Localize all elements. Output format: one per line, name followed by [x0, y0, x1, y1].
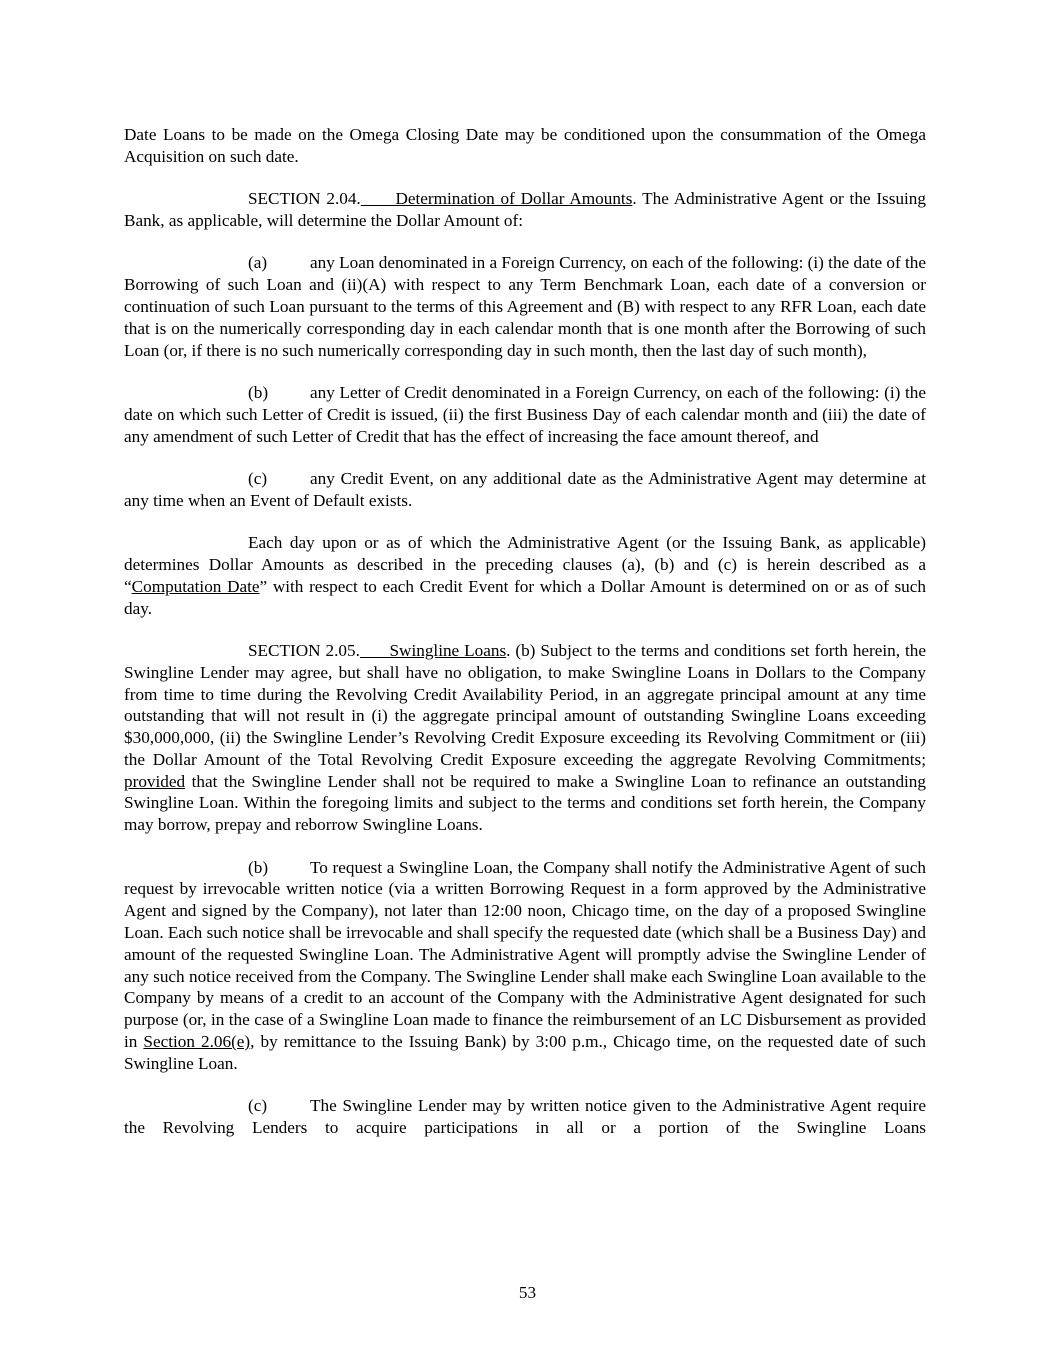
- section-2-06e-reference: Section 2.06(e): [143, 1032, 251, 1052]
- clause-label: (c): [248, 468, 268, 488]
- clause-text-2: , by remittance to the Issuing Bank) by 3:00 p.m., Chicago time, on the requested date of such Swingline Loan.: [124, 1032, 926, 1073]
- section-2-05-text-1: . (b) Subject to the terms and conditions set forth herein, the Swingline Lender may agree, but shall have no obligation, to make Swingline Loans in Dollars to the Company from time to time during the Revolving Credit Availability Period, in an aggregate principal amount at any time outstanding that will not result in (i) the aggregate principal amount of outstanding Swingline Loans exceeding $30,000,000, (ii) the Swingline Lender’s Revolving Credit Exposure exceeding its Revolving Commitment or (iii) the Dollar Amount of the Total Revolving Credit Exposure exceeding the aggregate Revolving Commitments;: [124, 640, 927, 769]
- page-number: 53: [518, 1283, 537, 1302]
- section-2-04-paragraph: [124, 188, 926, 232]
- computation-date-term: Computation Date: [131, 576, 260, 596]
- clause-label: (c): [248, 1096, 268, 1116]
- clause-text: any Credit Event, on any additional date as the Administrative Agent may determine at any time when an Event of Default exists.: [124, 468, 926, 510]
- section-2-05-title: Swingline Loans: [389, 640, 507, 660]
- section-2-05-gap: [360, 641, 390, 660]
- clause-2-04-c: [124, 468, 926, 512]
- clause-text-1: To request a Swingline Loan, the Company shall notify the Administrative Agent of such request by irrevocable written notice (via a written Borrowing Request in a form approved by the Administrative Agent and signed by the Company), not later than 12:00 noon, Chicago time, on the day of a proposed Swingline Loan. Each such notice shall be irrevocable and shall specify the requested date (which shall be a Business Day) and amount of the requested Swingline Loan. The Administrative Agent will promptly advise the Swingline Lender of any such notice received from the Company. The Swingline Lender shall make each Swingline Loan available to the Company by means of a credit to an account of the Company with the Administrative Agent designated for such purpose (or, in the case of a Swingline Loan made to finance the reimbursement of an LC Disbursement as provided in: [124, 857, 926, 1052]
- clause-text: any Letter of Credit denominated in a Foreign Currency, on each of the following: (i) the date on which such Letter of Credit is issued, (ii) the first Business Day of each calendar month and (iii) the date of any amendment of such Letter of Credit that has the effect of increasing the face amount thereof, and: [124, 382, 926, 446]
- provided-term: provided: [124, 771, 186, 791]
- clause-label: (b): [248, 857, 269, 877]
- section-2-04-text: . The Administrative Agent or the Issuing Bank, as applicable, will determine the Dollar Amount of:: [124, 189, 926, 230]
- document-page: [124, 124, 926, 1159]
- section-2-05-paragraph: [124, 640, 926, 836]
- clause-2-04-a: [124, 252, 926, 361]
- clause-2-04-b: [124, 382, 926, 447]
- computation-date-paragraph: [124, 532, 926, 619]
- clause-text: any Loan denominated in a Foreign Currency, on each of the following: (i) the date of the Borrowing of such Loan and (ii)(A) with respect to any Term Benchmark Loan, each date of a conversion or continuation of such Loan pursuant to the terms of this Agreement and (B) with respect to any RFR Loan, each date that is on the numerically corresponding day in each calendar month that is one month after the Borrowing of such Loan (or, if there is no such numerically corresponding day in such month, then the last day of such month),: [124, 253, 927, 360]
- intro-paragraph: [124, 124, 926, 168]
- section-2-04-title: Determination of Dollar Amounts: [395, 189, 633, 209]
- clause-text: The Swingline Lender may by written notice given to the Administrative Agent require the Revolving Lenders to acquire participations in all or a portion of the Swingline Loans: [124, 1096, 926, 1138]
- section-2-04-number: SECTION 2.04.: [248, 189, 361, 209]
- clause-2-05-b: [124, 857, 926, 1075]
- clause-2-05-c: [124, 1095, 926, 1139]
- computation-date-pre: Each day upon or as of which the Administrative Agent (or the Issuing Bank, as applicable) determines Dollar Amounts as described in the preceding clauses (a), (b) and (c) is herein described as a “: [124, 533, 926, 596]
- section-2-05-text-2: that the Swingline Lender shall not be required to make a Swingline Loan to refinance an outstanding Swingline Loan. Within the foregoing limits and subject to the terms and conditions set forth herein, the Company may borrow, prepay and reborrow Swingline Loans.: [124, 771, 926, 835]
- section-2-04-gap: [361, 189, 396, 208]
- clause-label: (b): [248, 382, 269, 402]
- clause-label: (a): [248, 253, 268, 273]
- intro-text: Date Loans to be made on the Omega Closing Date may be conditioned upon the consummation of the Omega Acquisition on such date.: [124, 125, 926, 166]
- section-2-05-number: SECTION 2.05.: [248, 640, 360, 660]
- computation-date-post: ” with respect to each Credit Event for which a Dollar Amount is determined on or as of such day.: [124, 576, 927, 618]
